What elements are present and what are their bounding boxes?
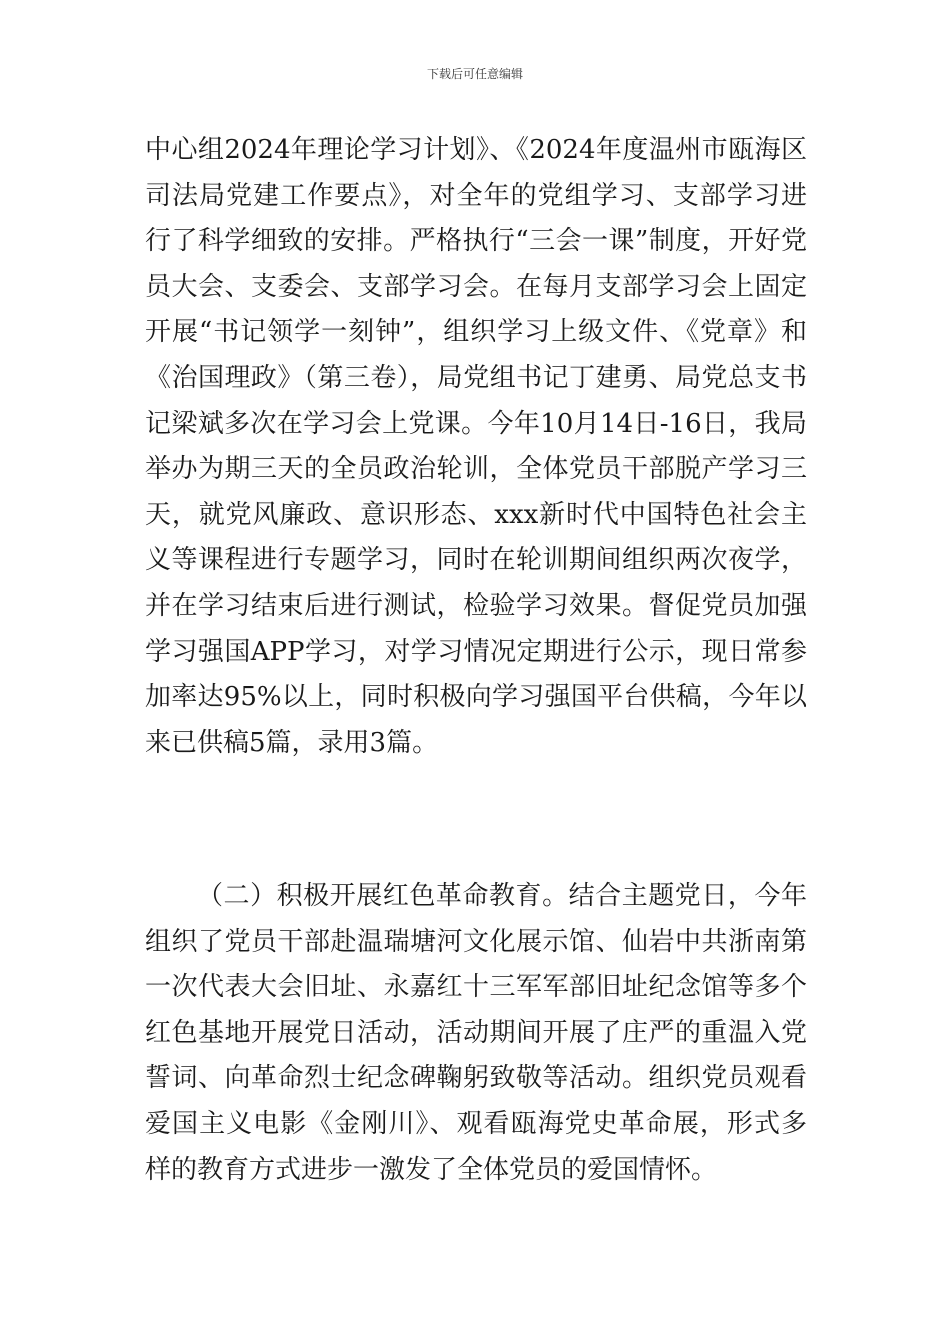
page-header: 下载后可任意编辑 (426, 67, 523, 81)
paragraph-red-education: （二）积极开展红色革命教育。结合主题党日，今年组织了党员干部赴温瑞塘河文化展示馆、仙岩中共浙南第一次代表大会旧址、永嘉红十三军军部旧址纪念馆等多个红色基地开展党日活动，活动期间开展了庄严的重温入党誓词、向革命烈士纪念碑鞠躬致敬等活动。组织党员观看爱国主义电影《金刚川》、观看瓯海党史革命展，形式多样的教育方式进步一激发了全体党员的爱国情怀。 (145, 881, 807, 1185)
paragraph-study-plan: 中心组2024年理论学习计划》、《2024年度温州市瓯海区司法局党建工作要点》，对全年的党组学习、支部学习进行了科学细致的安排。严格执行“三会一课”制度，开好党员大会、支委会、支部学习会。在每月支部学习会上固定开展“书记领学一刻钟”，组织学习上级文件、《党章》和《治国理政》（第三卷），局党组书记丁建勇、局党总支书记梁斌多次在学习会上党课。今年10月14日-16日，我局举办为期三天的全员政治轮训，全体党员干部脱产学习三天，就党风廉政、意识形态、xxx新时代中国特色社会主义等课程进行专题学习，同时在轮训期间组织两次夜学，并在学习结束后进行测试，检验学习效果。督促党员加强学习强国APP学习，对学习情况定期进行公示，现日常参加率达95%以上，同时积极向学习强国平台供稿，今年以来已供稿5篇，录用3篇。 (145, 135, 807, 758)
